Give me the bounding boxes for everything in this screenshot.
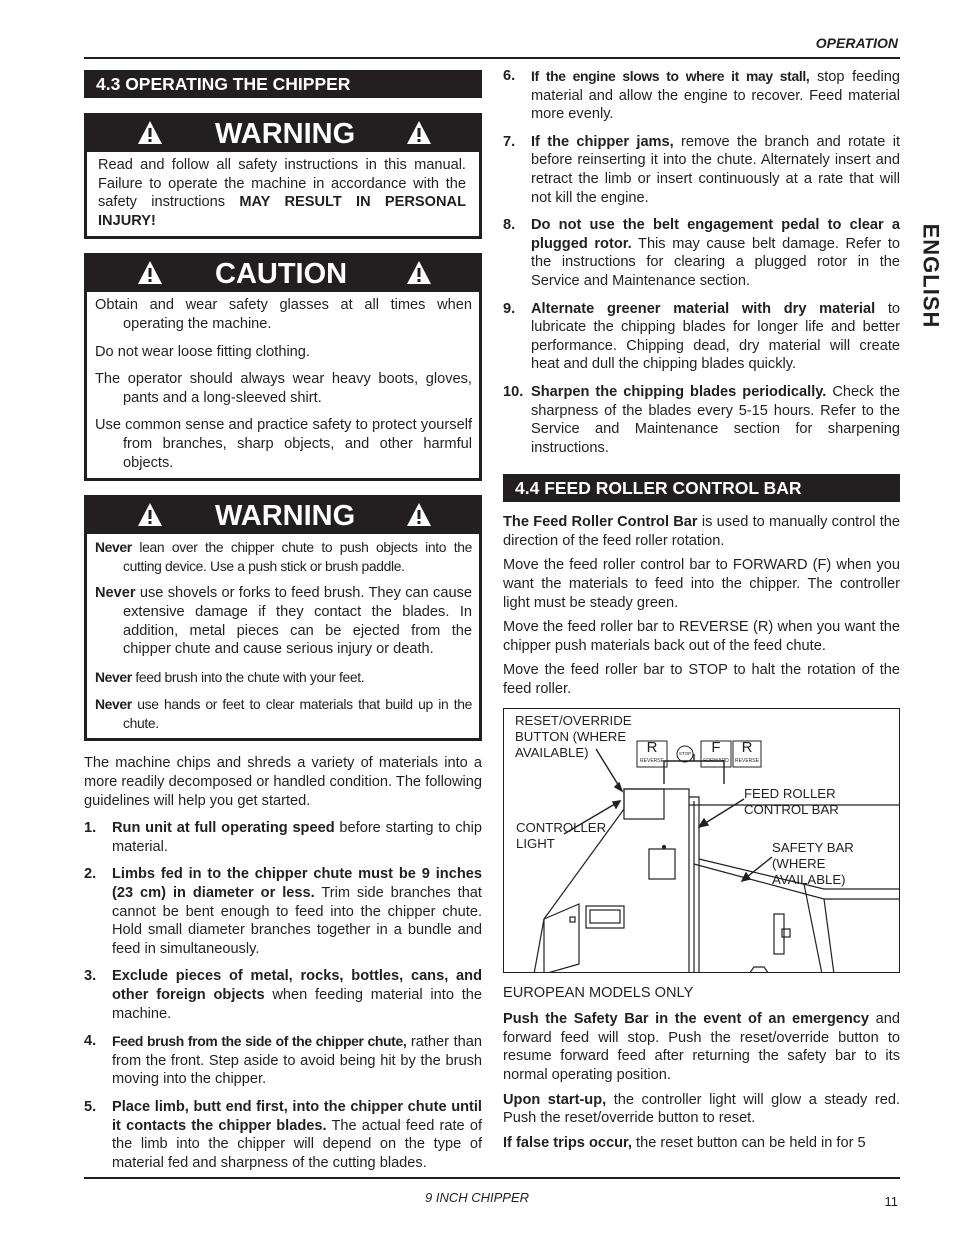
language-tab-label: ENGLISH [918, 223, 944, 329]
decal-stop-text: STOP [678, 750, 692, 756]
label-safety-bar: SAFETY BAR (WHERE AVAILABLE) [772, 839, 854, 887]
caution-item: Do not wear loose fitting clothing. [95, 343, 310, 360]
page-number: 11 [884, 1194, 898, 1209]
warning-box-1 [84, 113, 482, 239]
caution-box [84, 253, 482, 481]
list-item: 6. If the engine slows to where it may stall, stop feeding material and allow the engine to recover. Feed material more evenly. [503, 68, 901, 123]
paragraph: If false trips occur, the reset button can be held in for 5 [503, 1134, 866, 1151]
caution-item: Obtain and wear safety glasses at all times when operating the machine. [95, 297, 472, 332]
caution-header [87, 256, 479, 292]
warning-item: Never lean over the chipper chute to push objects into the cutting device. Use a push stick or brush paddle. [95, 539, 472, 574]
label-controller-light: CONTROLLER LIGHT [516, 819, 607, 851]
label-reset-override: RESET/OVERRIDE BUTTON (WHERE AVAILABLE) [515, 712, 632, 760]
european-note: EUROPEAN MODELS ONLY [503, 984, 694, 1001]
list-item: 4. Feed brush from the side of the chipper chute, rather than from the front. Step aside to avoid being hit by the brush moving into the chipper. [84, 1033, 482, 1088]
warning-body-2 [87, 534, 479, 738]
language-tab [912, 218, 948, 334]
list-item: 2. Limbs fed in to the chipper chute must be 9 inches (23 cm) in diameter or less. Trim side branches that cannot be bent enough to feed into the chipper chute. Hold small diameter branches together in a bundle and feed in simultaneously. [84, 866, 482, 957]
footer-title: 9 INCH CHIPPER [424, 1190, 530, 1205]
list-item: 5. Place limb, butt end first, into the chipper chute until it contacts the chipper blades. The actual feed rate of the limb into the chipper will depend on the type of material fed and sharpness of the cutting blades. [84, 1098, 482, 1171]
warning-text-1: Read and follow all safety instructions in this manual. Failure to operate the machine in accordance with the safety instructions [98, 157, 466, 211]
intro-paragraph: The machine chips and shreds a variety of materials into a more readily decomposed or handled condition. The following guidelines will help you get started. [84, 755, 482, 809]
warning-box-2 [84, 495, 482, 741]
warning-triangle-icon [406, 502, 432, 528]
warning-title-1: WARNING [215, 118, 356, 150]
warning-triangle-icon [137, 120, 163, 146]
paragraph: Move the feed roller bar to STOP to halt the rotation of the feed roller. [503, 662, 900, 698]
caution-item: The operator should always wear heavy boots, gloves, pants and a long-sleeved shirt. [95, 371, 472, 406]
decal-reverse-letter: R [646, 738, 658, 756]
left-column [84, 70, 482, 1181]
decal-forward-letter: F [711, 738, 721, 756]
label-feed-roller-bar: FEED ROLLER CONTROL BAR [744, 785, 839, 817]
warning-triangle-icon [137, 260, 163, 286]
caution-body [87, 292, 479, 478]
running-header: OPERATION [815, 35, 898, 51]
paragraph: The Feed Roller Control Bar is used to manually control the direction of the feed roller rotation. [503, 514, 900, 549]
list-item: 8. Do not use the belt engagement pedal to clear a plugged rotor. This may cause belt damage. Refer to the instructions for clearing a plugged rotor in the Service and Maintenance section. [503, 217, 900, 289]
feed-roller-diagram [503, 708, 900, 973]
paragraph: Push the Safety Bar in the event of an emergency and forward feed will stop. Push the reset/override button to resume forward feed after returning the safety bar to its normal operating position. [503, 1011, 900, 1083]
footer-rule [84, 1177, 900, 1179]
decal-reverse-text: REVERSE [640, 757, 664, 764]
warning-triangle-icon [406, 260, 432, 286]
warning-body-1 [87, 152, 479, 236]
warning-triangle-icon [137, 502, 163, 528]
warning-item: Never use shovels or forks to feed brush. They can cause extensive damage if they contact the blades. In addition, metal pieces can be ejected from the chipper chute and cause serious injury or death. [95, 585, 472, 658]
section-title-4-3: 4.3 OPERATING THE CHIPPER [84, 70, 482, 98]
paragraph: Move the feed roller bar to REVERSE (R) when you want the chipper push materials back out of the feed chute. [503, 619, 900, 654]
decal-reverse-text-2: REVERSE [735, 757, 759, 764]
list-item: 9. Alternate greener material with dry material to lubricate the chipping blades for longer life and better performance. Chipping dead, dry material will create heat and dull the chipping blades quickly. [503, 300, 900, 373]
warning-item: Never use hands or feet to clear materials that build up in the chute. [95, 696, 472, 731]
warning-header-1 [87, 116, 479, 152]
warning-item: Never feed brush into the chute with your feet. [95, 668, 365, 685]
section-title-4-4: 4.4 FEED ROLLER CONTROL BAR [503, 474, 900, 502]
list-item: 7. If the chipper jams, remove the branch and rotate it before reinserting it into the chute. Alternately insert and retract the limb or insert continuously at a rate that will not kill the engine. [503, 133, 900, 206]
caution-item: Use common sense and practice safety to protect yourself from branches, sharp objects, and other harmful objects. [95, 417, 472, 471]
list-item: 1. Run unit at full operating speed before starting to chip material. [84, 820, 482, 855]
warning-triangle-icon [406, 120, 432, 146]
header-rule [84, 57, 900, 59]
caution-title: CAUTION [215, 258, 348, 291]
right-column [503, 67, 900, 1158]
warning-header-2 [87, 498, 479, 534]
warning-emphasis-1: MAY RESULT IN PERSONAL INJURY! [98, 194, 466, 229]
decal-reverse-letter-2: R [741, 738, 753, 756]
paragraph: Move the feed roller control bar to FORWARD (F) when you want the materials to feed into the chipper. The controller light must be steady green. [503, 557, 900, 611]
list-item: 10. Sharpen the chipping blades periodically. Check the sharpness of the blades every 5-15 hours. Refer to the Service and Maintenance section for sharpening instructions. [503, 383, 900, 456]
paragraph: Upon start-up, the controller light will glow a steady red. Push the reset/override button to reset. [503, 1091, 900, 1127]
warning-title-2: WARNING [215, 500, 356, 533]
list-item: 3. Exclude pieces of metal, rocks, bottles, cans, and other foreign objects when feeding material into the machine. [84, 968, 483, 1022]
decal-forward-text: FORWARD [703, 757, 729, 764]
